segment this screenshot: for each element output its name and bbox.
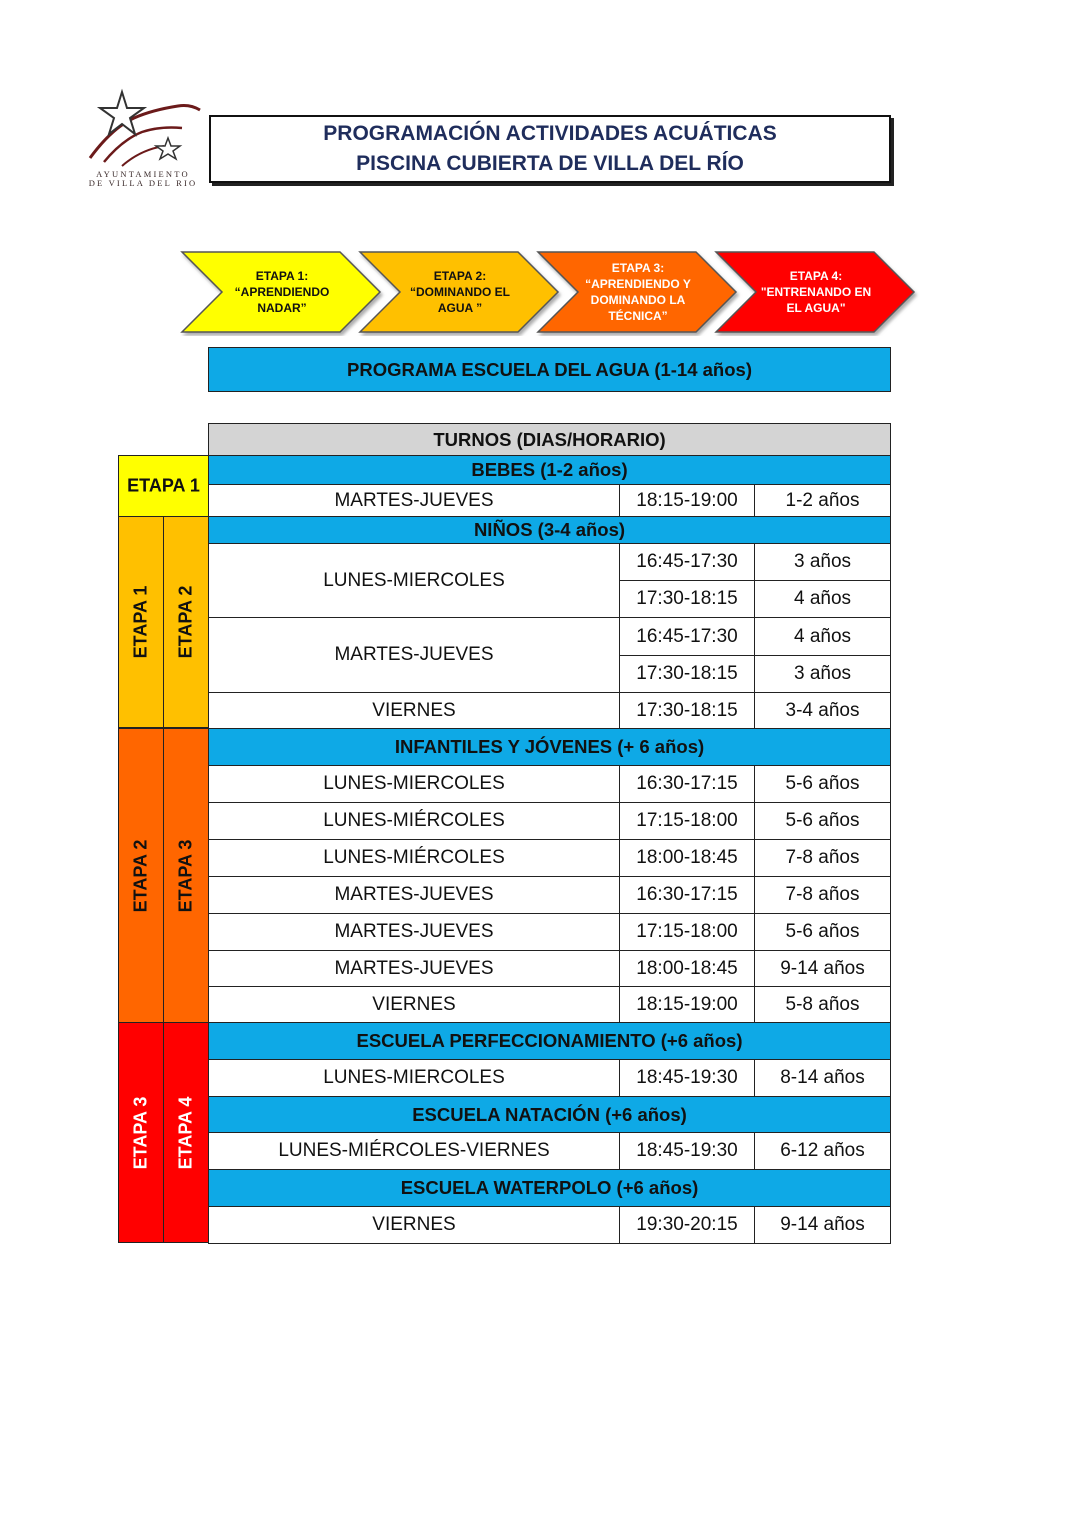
stage-column-infantiles-b [163,728,209,1023]
stage-1-label: ETAPA 1: “APRENDIENDO NADAR” [234,269,330,315]
section-bebes: BEBES (1-2 años) [208,455,891,485]
stage-column-bebes [118,455,209,517]
time-cell: 18:00-18:45 [619,950,755,987]
time-cell: 17:30-18:15 [619,692,755,729]
section-natacion: ESCUELA NATACIÓN (+6 años) [208,1096,891,1133]
day-cell: MARTES-JUEVES [208,484,620,517]
stage-2-label: ETAPA 2: “DOMINANDO EL AGUA ” [410,269,510,315]
logo-line-1: AYUNTAMIENTO [96,169,190,179]
time-cell: 16:30-17:15 [619,765,755,803]
section-ninos: NIÑOS (3-4 años) [208,516,891,544]
day-cell: LUNES-MIERCOLES [208,1059,620,1097]
day-cell: MARTES-JUEVES [208,617,620,693]
day-cell: MARTES-JUEVES [208,876,620,914]
ayuntamiento-logo [82,88,204,192]
table-row [208,484,891,517]
age-cell: 3-4 años [754,692,891,729]
table-row [208,802,891,840]
time-cell: 17:15-18:00 [619,913,755,951]
stage-arrows [180,250,920,336]
table-row [208,839,891,877]
stage-3-label: ETAPA 3: “APRENDIENDO Y DOMINANDO LA TÉCNICA” [585,261,691,323]
stage-column-escuelas-a [118,1022,164,1243]
age-cell: 6-12 años [754,1132,891,1170]
age-cell: 1-2 años [754,484,891,517]
stage-4-label: ETAPA 4: "ENTRENANDO EN EL AGUA" [760,269,872,315]
table-row [208,617,891,656]
stage-column-ninos-a [118,516,164,728]
section-infantiles: INFANTILES Y JÓVENES (+ 6 años) [208,728,891,766]
time-cell: 18:45-19:30 [619,1059,755,1097]
time-cell: 16:45-17:30 [619,543,755,581]
time-cell: 18:15-19:00 [619,484,755,517]
table-row [208,986,891,1024]
time-cell: 18:45-19:30 [619,1132,755,1170]
age-cell: 4 años [754,580,891,618]
time-cell: 19:30-20:15 [619,1206,755,1244]
age-cell: 4 años [754,617,891,656]
day-cell: LUNES-MIÉRCOLES-VIERNES [208,1132,620,1170]
day-cell: VIERNES [208,692,620,729]
table-row [208,1059,891,1097]
age-cell: 7-8 años [754,876,891,914]
age-cell: 3 años [754,655,891,693]
stage-label-escuelas-b: ETAPA 4 [175,1096,196,1169]
time-cell: 16:45-17:30 [619,617,755,656]
table-row [208,876,891,914]
day-cell: VIERNES [208,1206,620,1244]
logo-emblem-icon [82,88,204,168]
table-header: TURNOS (DIAS/HORARIO) [208,423,891,456]
table-row [208,543,891,581]
time-cell: 17:30-18:15 [619,580,755,618]
program-banner: PROGRAMA ESCUELA DEL AGUA (1-14 años) [208,347,891,392]
logo-line-2: DE VILLA DEL RIO [88,178,198,188]
stage-label-escuelas-a: ETAPA 3 [130,1096,151,1169]
table-row [208,692,891,729]
age-cell: 9-14 años [754,1206,891,1244]
title-line-2: PISCINA CUBIERTA DE VILLA DEL RÍO [356,152,744,175]
table-row [208,655,891,693]
age-cell: 7-8 años [754,839,891,877]
stage-label-infantiles-a: ETAPA 2 [130,839,151,912]
time-cell: 16:30-17:15 [619,876,755,914]
day-cell: MARTES-JUEVES [208,913,620,951]
stage-label-ninos-b: ETAPA 2 [175,585,196,659]
table-row [208,1132,891,1170]
table-row [208,950,891,987]
day-cell: LUNES-MIERCOLES [208,765,620,803]
age-cell: 5-8 años [754,986,891,1024]
section-waterpolo: ESCUELA WATERPOLO (+6 años) [208,1169,891,1207]
day-cell: LUNES-MIÉRCOLES [208,839,620,877]
day-cell: LUNES-MIÉRCOLES [208,802,620,840]
table-row [208,1206,891,1244]
table-row [208,765,891,803]
stage-label-bebes: ETAPA 1 [127,475,200,496]
day-cell: VIERNES [208,986,620,1024]
age-cell: 5-6 años [754,913,891,951]
age-cell: 9-14 años [754,950,891,987]
time-cell: 18:15-19:00 [619,986,755,1024]
stage-column-infantiles-a [118,728,164,1023]
section-perfeccionamiento: ESCUELA PERFECCIONAMIENTO (+6 años) [208,1022,891,1060]
table-row [208,913,891,951]
day-cell: MARTES-JUEVES [208,950,620,987]
title-line-1: PROGRAMACIÓN ACTIVIDADES ACUÁTICAS [323,122,777,145]
stage-label-infantiles-b: ETAPA 3 [175,839,196,912]
time-cell: 18:00-18:45 [619,839,755,877]
document-title [209,115,891,183]
time-cell: 17:30-18:15 [619,655,755,693]
day-cell: LUNES-MIERCOLES [208,543,620,618]
stage-label-ninos-a: ETAPA 1 [130,585,151,659]
stage-column-ninos-b [163,516,209,728]
age-cell: 8-14 años [754,1059,891,1097]
age-cell: 5-6 años [754,802,891,840]
stage-column-escuelas-b [163,1022,209,1243]
table-row [208,580,891,618]
time-cell: 17:15-18:00 [619,802,755,840]
age-cell: 3 años [754,543,891,581]
age-cell: 5-6 años [754,765,891,803]
